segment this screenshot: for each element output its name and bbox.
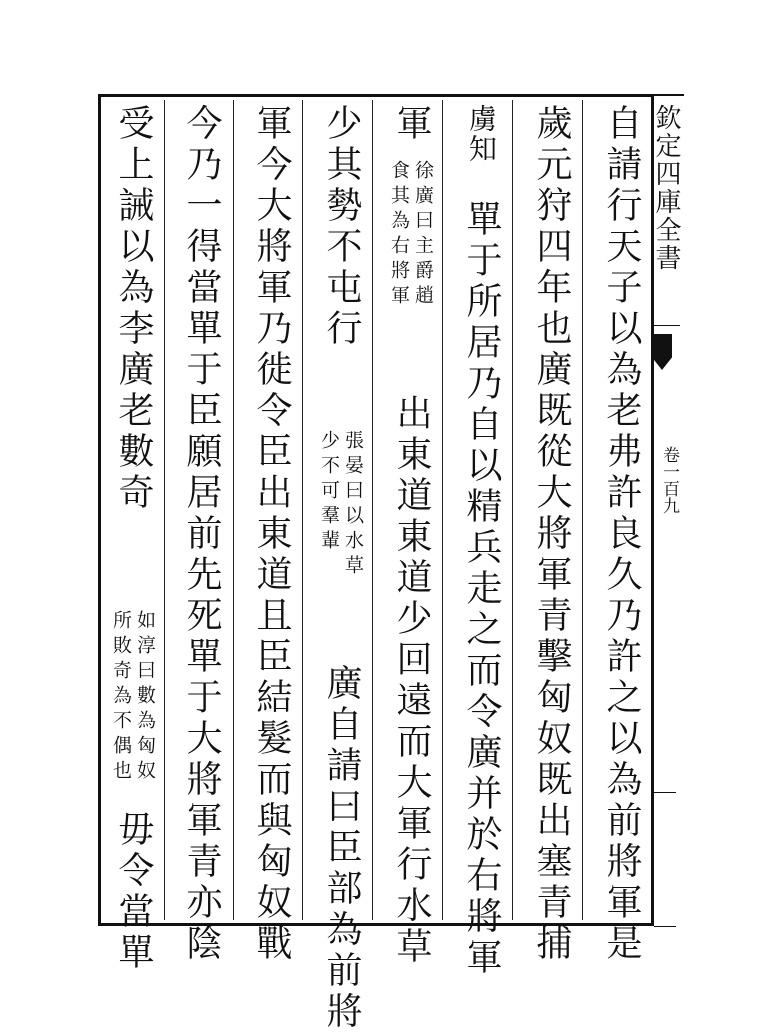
column-rule [164, 100, 165, 920]
annotation-right: 徐廣曰主爵趙 [412, 160, 434, 310]
column-text: 軍今大將軍乃徙令臣出東道且臣結髮而與匈奴戰 [251, 104, 292, 965]
annotation-left: 少不可羣輩 [318, 430, 340, 555]
column-text: 毋令當單 [113, 810, 154, 974]
column-text: 廣自請曰臣部為前將 [321, 664, 362, 1033]
column-text: 歲元狩四年也廣既從大將軍青擊匈奴既出塞青捕 [531, 104, 572, 965]
annotation-pair [108, 610, 158, 785]
column-text: 軍 [391, 104, 432, 145]
column-rule [302, 100, 303, 920]
column-rule [372, 100, 373, 920]
strip-rule [654, 94, 684, 96]
annotation-left: 食其為右將軍 [388, 160, 410, 310]
column-text: 出東道東道少回遠而大軍行水草 [391, 394, 432, 968]
book-title: 欽定四庫全書 [651, 104, 681, 272]
column-text: 虜知 [465, 104, 498, 164]
strip-rule [652, 325, 680, 326]
text-column-2 [526, 104, 576, 965]
annotation-pair [386, 160, 436, 310]
column-rule [512, 100, 513, 920]
column-text: 今乃一得當單于臣願居前先死單于大將軍青亦陰 [181, 104, 222, 965]
annotation-right: 如淳曰數為匈奴 [134, 610, 156, 785]
strip-rule [654, 926, 676, 927]
column-rule [233, 100, 234, 920]
column-text: 自請行天子以為老弗許良久乃許之以為前將軍是 [601, 104, 642, 965]
column-text: 單于所居乃自以精兵走之而令廣并於右將軍 [461, 200, 502, 979]
strip-rule [654, 792, 676, 793]
column-rule [442, 100, 443, 920]
annotation-left: 所敗奇為不偶也 [110, 610, 132, 785]
text-column-8 [108, 104, 158, 974]
annotation-pair [316, 430, 366, 580]
text-column-1 [596, 104, 646, 965]
annotation-right: 張晏曰以水草 [342, 430, 364, 580]
text-column-3 [456, 104, 506, 979]
text-column-6 [246, 104, 296, 965]
column-text: 受上誡以為李廣老數奇 [113, 104, 154, 514]
text-column-5 [316, 104, 366, 1033]
column-text: 少其勢不屯行 [321, 104, 362, 350]
column-rule [582, 100, 583, 920]
volume-label: 卷一百九 [659, 446, 679, 514]
text-column-4 [386, 104, 436, 968]
text-column-7 [176, 104, 226, 965]
